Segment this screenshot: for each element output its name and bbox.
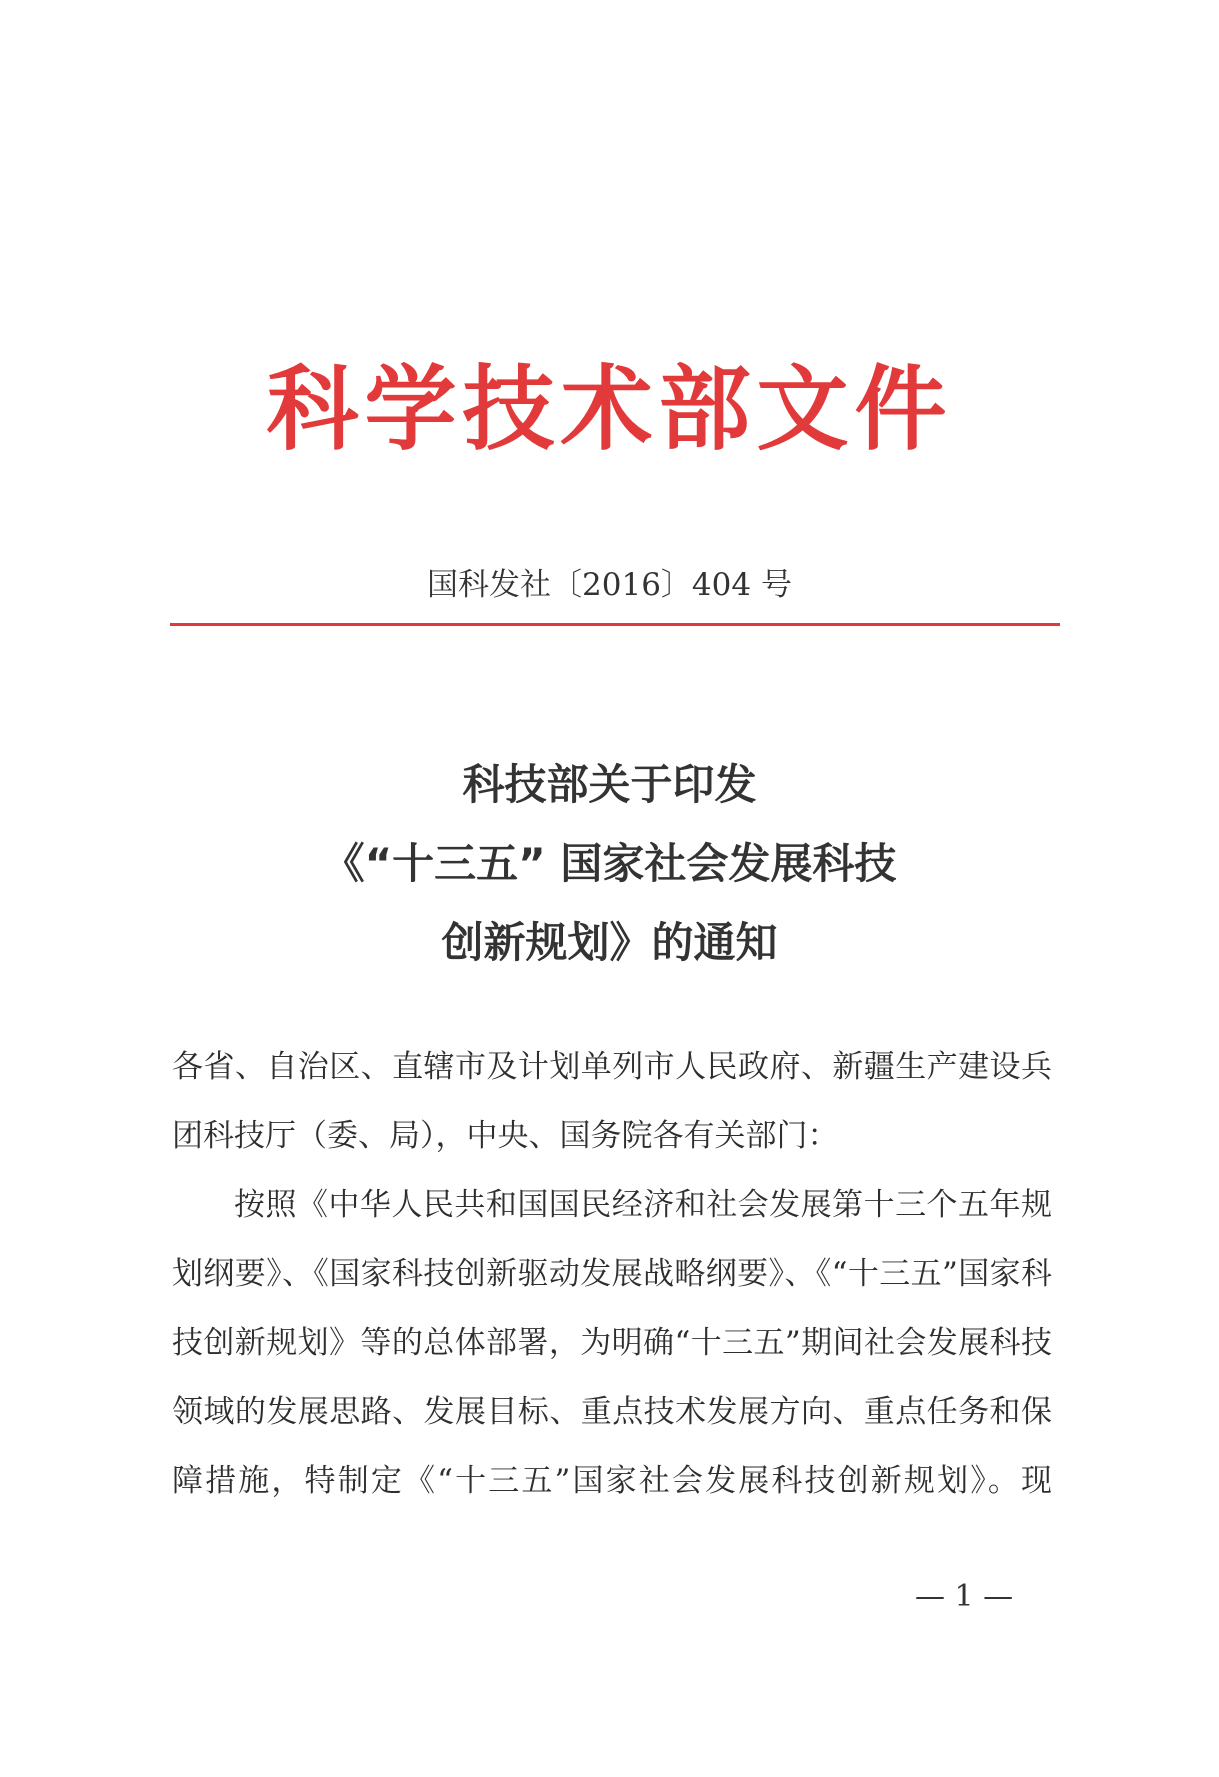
red-divider-rule bbox=[170, 623, 1060, 626]
addressee: 各省、自治区、直辖市及计划单列市人民政府、新疆生产建设兵团科技厅（委、局），中央、国务院各有关部门： bbox=[172, 1049, 1052, 1154]
page-number: — 1 — bbox=[915, 1579, 1014, 1614]
document-number: 国科发社〔2016〕404 号 bbox=[427, 567, 792, 603]
title-line-3: 创新规划》的通知 bbox=[441, 918, 778, 967]
body-paragraph: 按照《中华人民共和国国民经济和社会发展第十三个五年规划纲要》、《国家科技创新驱动发展战略纲要》、《“十三五”国家科技创新规划》等的总体部署，为明确“十三五”期间社会发展科技领域的发展思路、发展目标、重点技术发展方向、重点任务和保障措施，特制定《“十三五”国家社会发展科技创新规划》。现 bbox=[172, 1187, 1052, 1499]
title-line-2: 《“十三五” 国家社会发展科技 bbox=[322, 839, 897, 888]
body-text bbox=[172, 1033, 1052, 1516]
masthead-title: 科学技术部文件 bbox=[266, 356, 953, 463]
notice-title bbox=[0, 745, 1219, 982]
title-line-1: 科技部关于印发 bbox=[462, 760, 757, 809]
